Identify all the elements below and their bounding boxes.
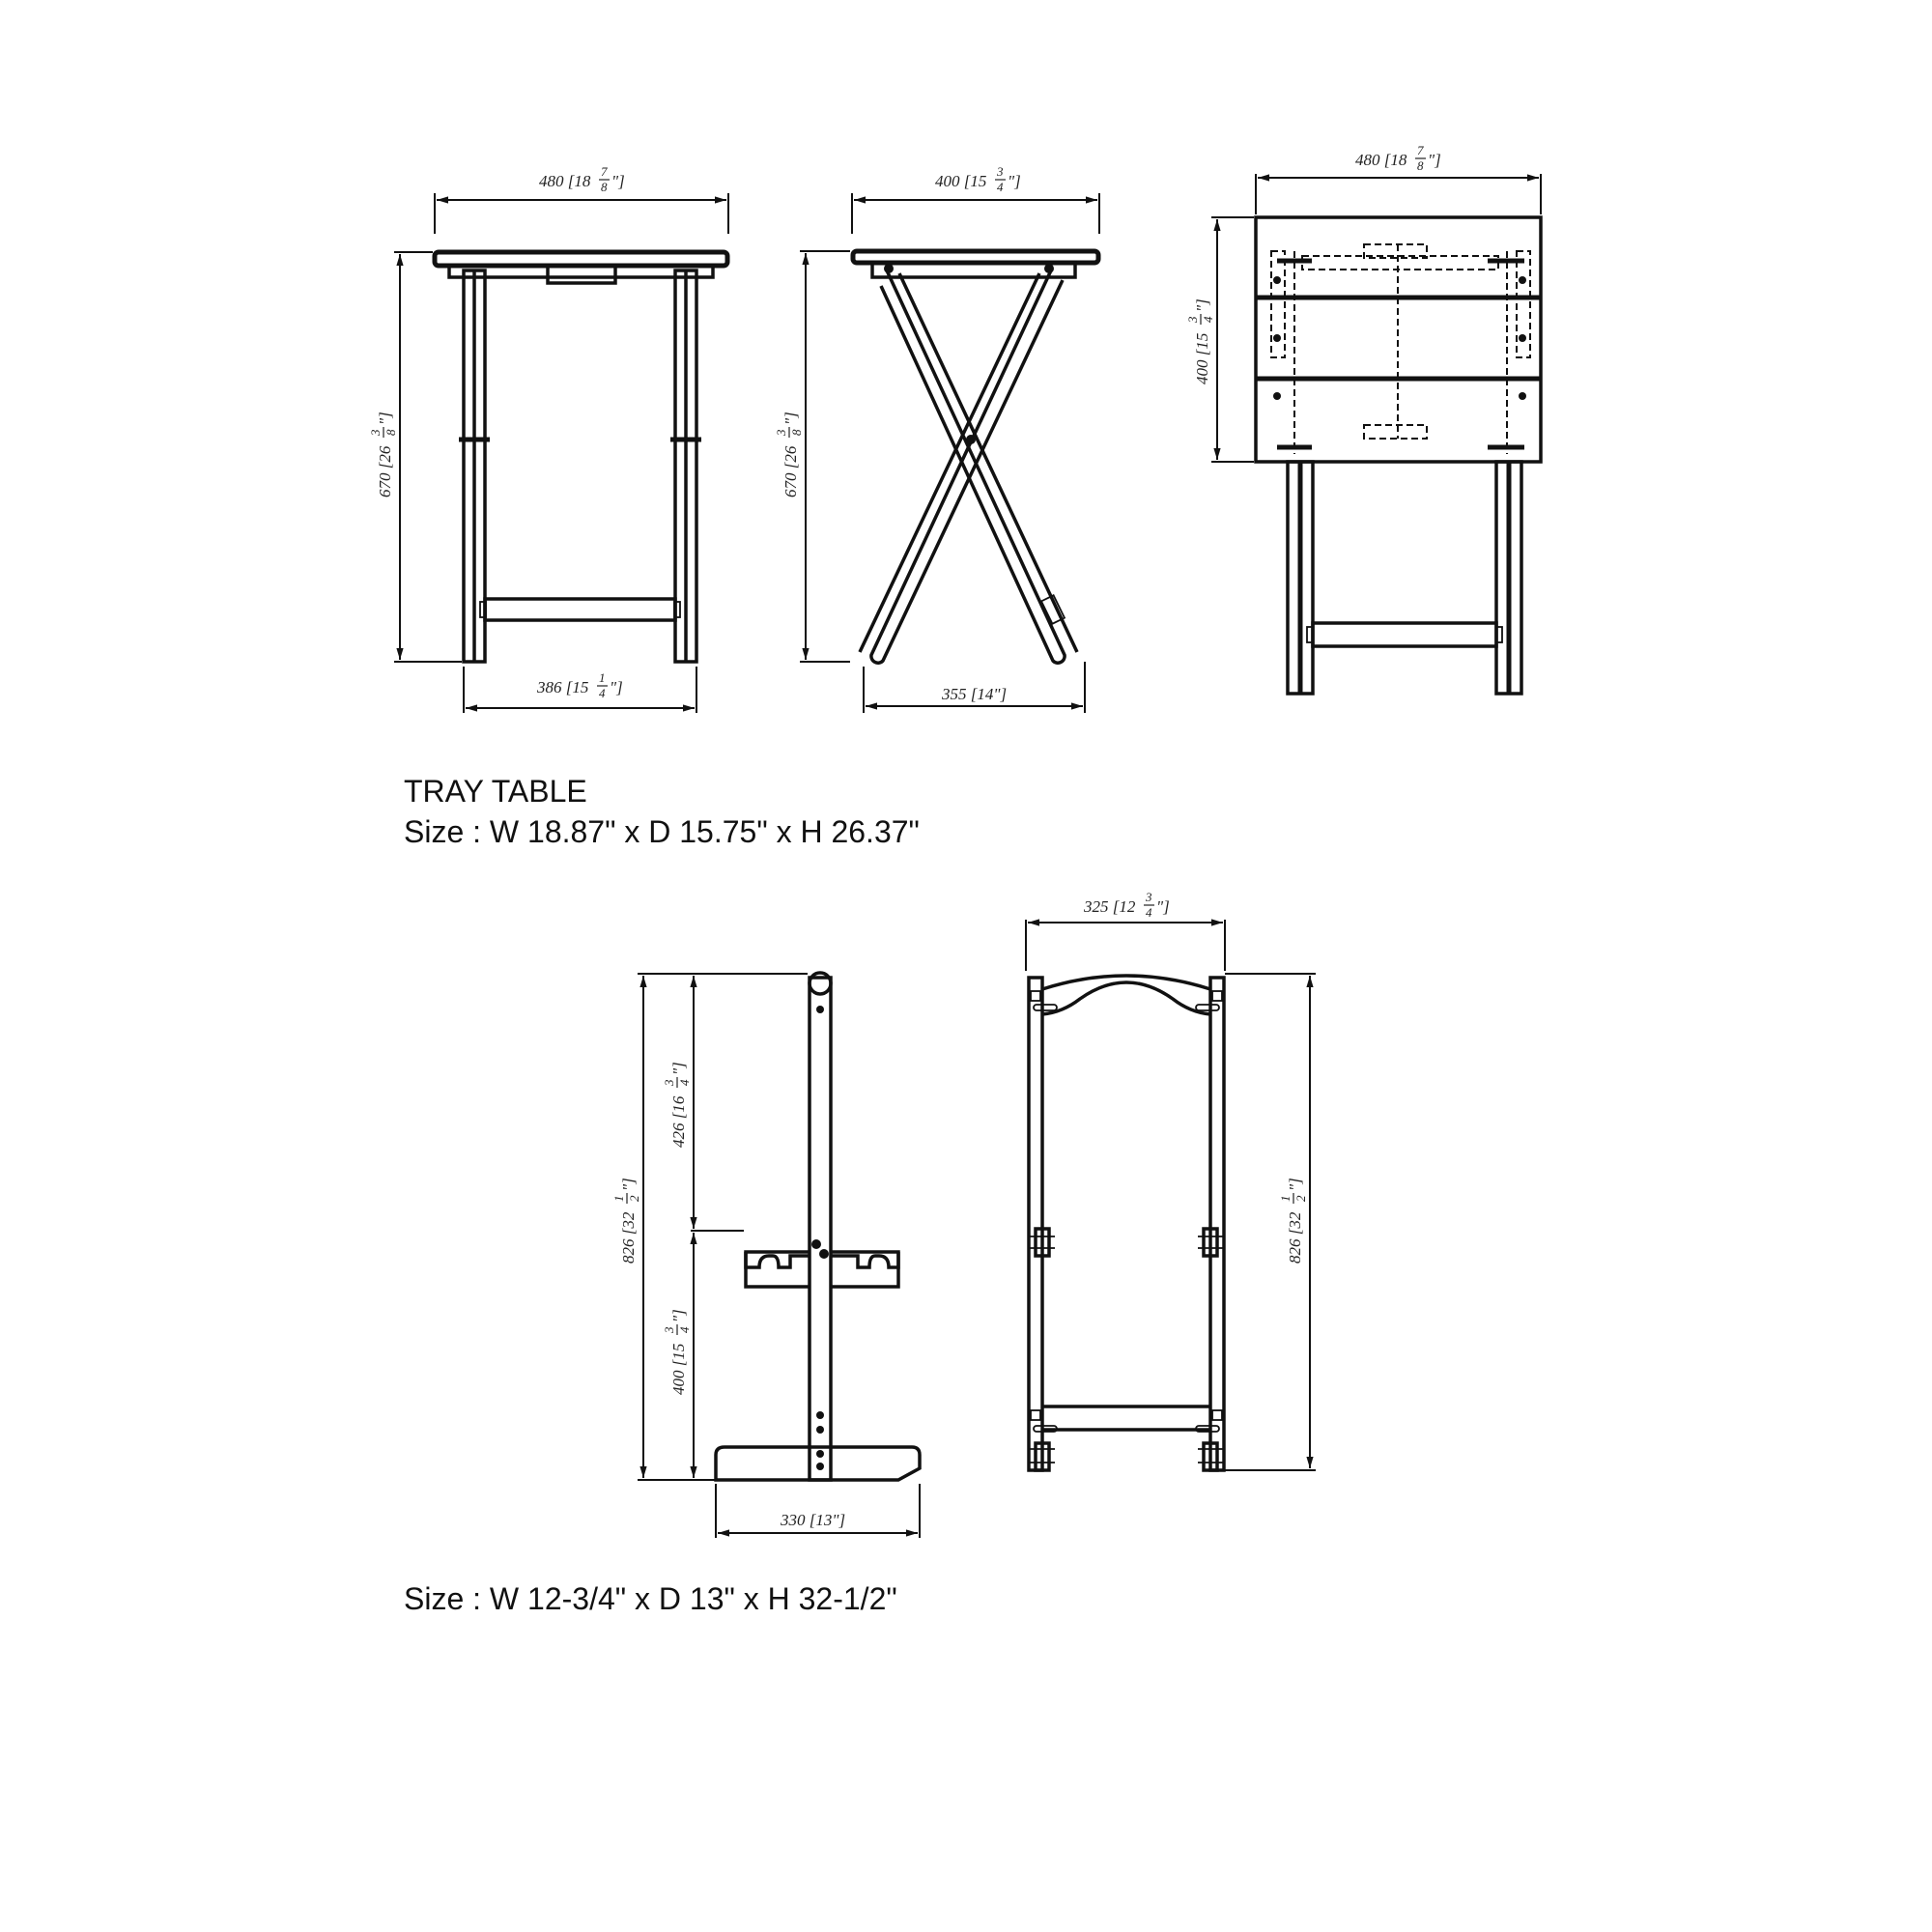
svg-text:1: 1	[1278, 1195, 1293, 1202]
svg-text:400 [15: 400 [15	[669, 1343, 688, 1395]
svg-text:8: 8	[789, 429, 804, 436]
stand-side-view	[611, 973, 920, 1538]
svg-text:4: 4	[1201, 316, 1215, 323]
svg-text:386 [15: 386 [15	[537, 678, 589, 696]
tray-table-size: Size : W 18.87" x D 15.75" x H 26.37"	[404, 814, 920, 849]
svg-text:4: 4	[677, 1326, 692, 1333]
svg-text:8: 8	[601, 180, 608, 194]
svg-text:4: 4	[997, 180, 1004, 194]
dimension-height	[368, 252, 462, 662]
svg-text:"]: "]	[1286, 1178, 1304, 1191]
svg-text:4: 4	[1146, 905, 1152, 920]
dimension-lower-height	[662, 1233, 694, 1478]
dimension-width	[1256, 143, 1541, 214]
svg-text:3: 3	[1185, 316, 1200, 323]
dimension-total-height	[611, 974, 808, 1480]
svg-text:3: 3	[997, 164, 1004, 179]
svg-text:3: 3	[774, 429, 788, 436]
svg-text:3: 3	[662, 1079, 676, 1086]
svg-text:"]: "]	[669, 1309, 688, 1322]
svg-text:2: 2	[627, 1195, 641, 1202]
svg-text:7: 7	[1417, 143, 1424, 157]
tray-table-title: TRAY TABLE	[404, 774, 587, 809]
dimension-base-width	[864, 662, 1085, 713]
svg-text:3: 3	[662, 1326, 676, 1333]
dimension-base-depth	[716, 1484, 920, 1538]
svg-text:3: 3	[368, 429, 383, 436]
svg-text:4: 4	[599, 686, 606, 700]
svg-text:325 [12: 325 [12	[1084, 897, 1136, 916]
svg-text:330 [13"]: 330 [13"]	[781, 1511, 846, 1529]
stand-front-view	[1026, 890, 1316, 1470]
dimension-base-width	[464, 667, 696, 713]
svg-text:8: 8	[384, 429, 398, 436]
svg-text:1: 1	[599, 670, 606, 685]
svg-text:826 [32: 826 [32	[1286, 1211, 1304, 1264]
svg-text:1: 1	[611, 1195, 626, 1202]
svg-text:"]: "]	[1008, 172, 1021, 190]
dimension-top-width	[852, 164, 1099, 234]
svg-text:"]: "]	[376, 412, 394, 425]
svg-text:"]: "]	[1156, 897, 1170, 916]
tray-table-top-view	[1185, 143, 1541, 694]
svg-text:"]: "]	[611, 172, 625, 190]
svg-text:8: 8	[1417, 158, 1424, 173]
dimension-depth	[1185, 217, 1254, 462]
svg-text:"]: "]	[1193, 298, 1211, 312]
svg-text:480 [18: 480 [18	[1355, 151, 1407, 169]
svg-text:2: 2	[1293, 1195, 1308, 1202]
dimension-height	[774, 251, 850, 662]
dimension-width	[1026, 890, 1225, 971]
svg-text:400 [15: 400 [15	[1193, 332, 1211, 384]
svg-text:4: 4	[677, 1079, 692, 1086]
svg-text:426 [16: 426 [16	[669, 1095, 688, 1148]
dimension-upper-height	[662, 976, 744, 1231]
svg-text:"]: "]	[669, 1062, 688, 1075]
svg-text:"]: "]	[619, 1178, 638, 1191]
tray-table-front-view	[368, 164, 728, 713]
svg-text:480 [18: 480 [18	[539, 172, 591, 190]
svg-text:670 [26: 670 [26	[376, 445, 394, 497]
tray-table-side-view	[774, 164, 1099, 713]
dimension-top-width	[435, 164, 728, 234]
svg-text:3: 3	[1146, 890, 1152, 904]
svg-text:"]: "]	[1428, 151, 1441, 169]
svg-text:400 [15: 400 [15	[935, 172, 987, 190]
stand-size: Size : W 12-3/4" x D 13" x H 32-1/2"	[404, 1581, 897, 1616]
svg-text:355 [14"]: 355 [14"]	[942, 685, 1008, 703]
svg-text:670 [26: 670 [26	[781, 445, 800, 497]
dimension-total-height	[1225, 974, 1316, 1470]
svg-text:"]: "]	[610, 678, 623, 696]
svg-text:7: 7	[601, 164, 608, 179]
svg-text:"]: "]	[781, 412, 800, 425]
svg-text:826 [32: 826 [32	[619, 1211, 638, 1264]
